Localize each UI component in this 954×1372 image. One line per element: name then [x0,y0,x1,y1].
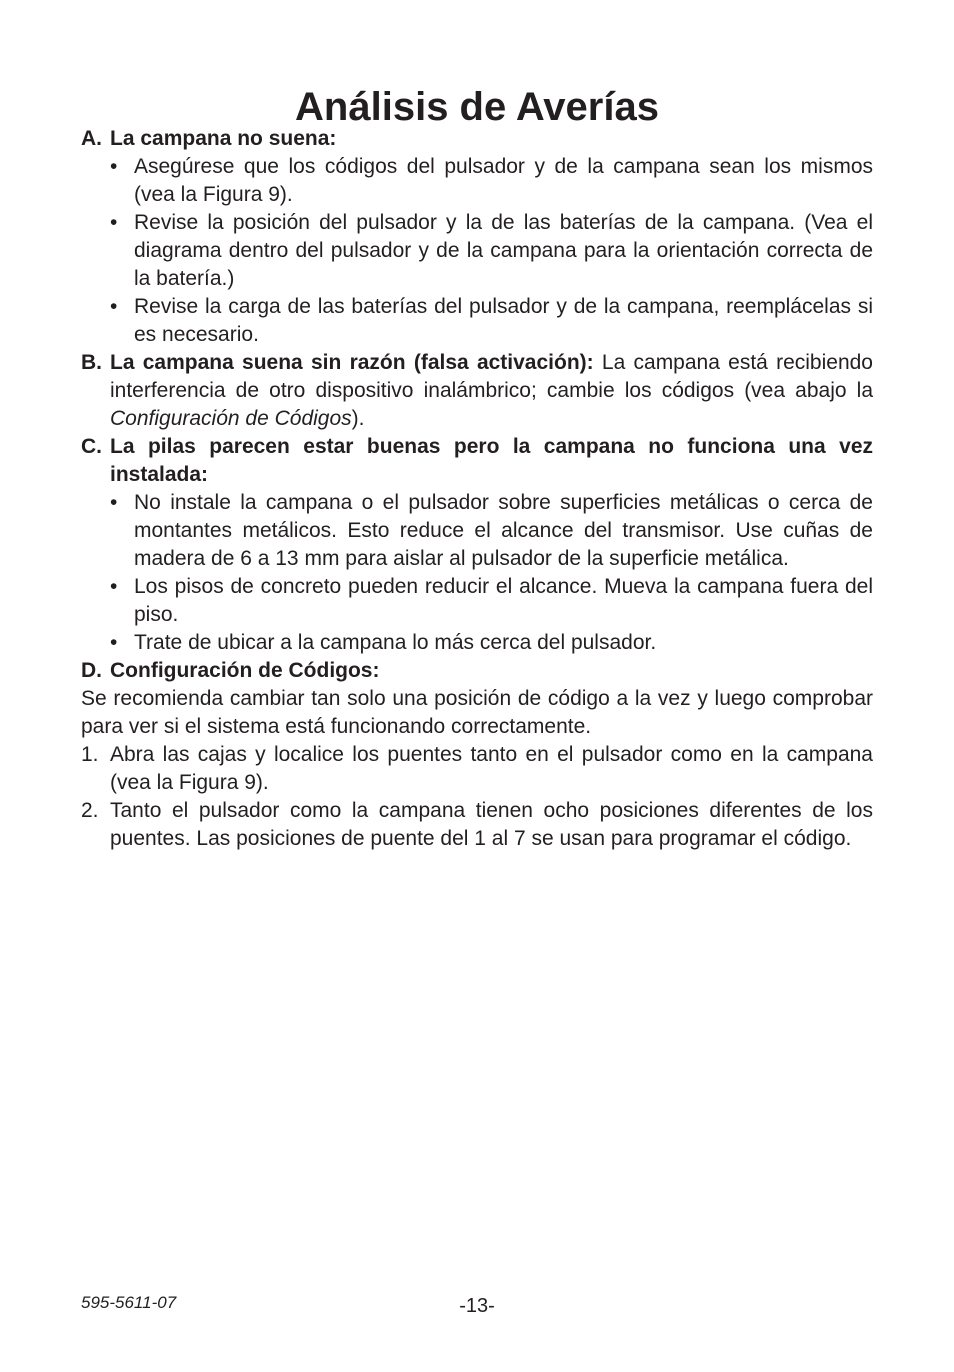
section-c-heading: La pilas parecen estar buenas pero la campana no funciona una vez instalada: [110,435,873,486]
bullet-icon: • [110,631,118,654]
section-b-heading: La campana suena sin razón (falsa activación): [110,351,594,374]
bullet-text: Los pisos de concreto pueden reducir el alcance. Mueva la campana fuera del piso. [134,575,873,626]
bullet-icon: • [110,491,118,514]
section-b [81,349,873,433]
troubleshooting-content [81,125,873,853]
page-title: Análisis de Averías [295,85,659,129]
bullet-item [81,153,873,209]
bullet-text: Trate de ubicar a la campana lo más cerca del pulsador. [134,631,657,654]
section-a [81,125,873,153]
section-a-heading: La campana no suena: [110,127,337,150]
page-number: -13- [459,1295,495,1317]
numbered-step [81,741,873,797]
section-c-marker: C. [81,435,102,458]
bullet-item [81,629,873,657]
bullet-item [81,293,873,349]
section-b-reference: Configuración de Códigos [110,407,352,430]
bullet-icon: • [110,211,118,234]
bullet-item [81,209,873,293]
bullet-text: No instale la campana o el pulsador sobre superficies metálicas o cerca de montantes metálicos. Esto reduce el alcance del transmisor. Use cuñas de madera de 6 a 13 mm para aislar al pulsador de la superficie metálica. [134,491,873,570]
bullet-text: Revise la posición del pulsador y la de las baterías de la campana. (Vea el diagrama dentro del pulsador y de la campana para la orientación correcta de la batería.) [134,211,873,290]
section-d-heading: Configuración de Códigos: [110,659,380,682]
bullet-text: Revise la carga de las baterías del pulsador y de la campana, reemplácelas si es necesario. [134,295,873,346]
bullet-item [81,489,873,573]
bullet-text: Asegúrese que los códigos del pulsador y de la campana sean los mismos (vea la Figura 9). [134,155,873,206]
section-b-marker: B. [81,351,102,374]
step-text: Abra las cajas y localice los puentes tanto en el pulsador como en la campana (vea la Figura 9). [110,743,873,794]
section-b-text: La campana está recibiendo interferencia de otro dispositivo inalámbrico; cambie los códigos (vea abajo la [110,351,873,402]
section-d-intro: Se recomienda cambiar tan solo una posición de código a la vez y luego comprobar para ver si el sistema está funcionando correctamente. [81,687,873,738]
step-number: 2. [81,799,99,822]
section-c-bullets [81,489,873,657]
section-a-marker: A. [81,127,102,150]
section-d [81,657,873,685]
section-b-text-end: ). [351,407,365,430]
document-code: 595-5611-07 [81,1293,177,1312]
section-d-marker: D. [81,659,102,682]
bullet-icon: • [110,575,118,598]
numbered-step [81,797,873,853]
section-c [81,433,873,489]
step-text: Tanto el pulsador como la campana tienen ocho posiciones diferentes de los puentes. Las posiciones de puente del 1 al 7 se usan para programar el código. [110,799,873,850]
step-number: 1. [81,743,99,766]
bullet-icon: • [110,155,118,178]
bullet-item [81,573,873,629]
section-a-bullets [81,153,873,349]
bullet-icon: • [110,295,118,318]
